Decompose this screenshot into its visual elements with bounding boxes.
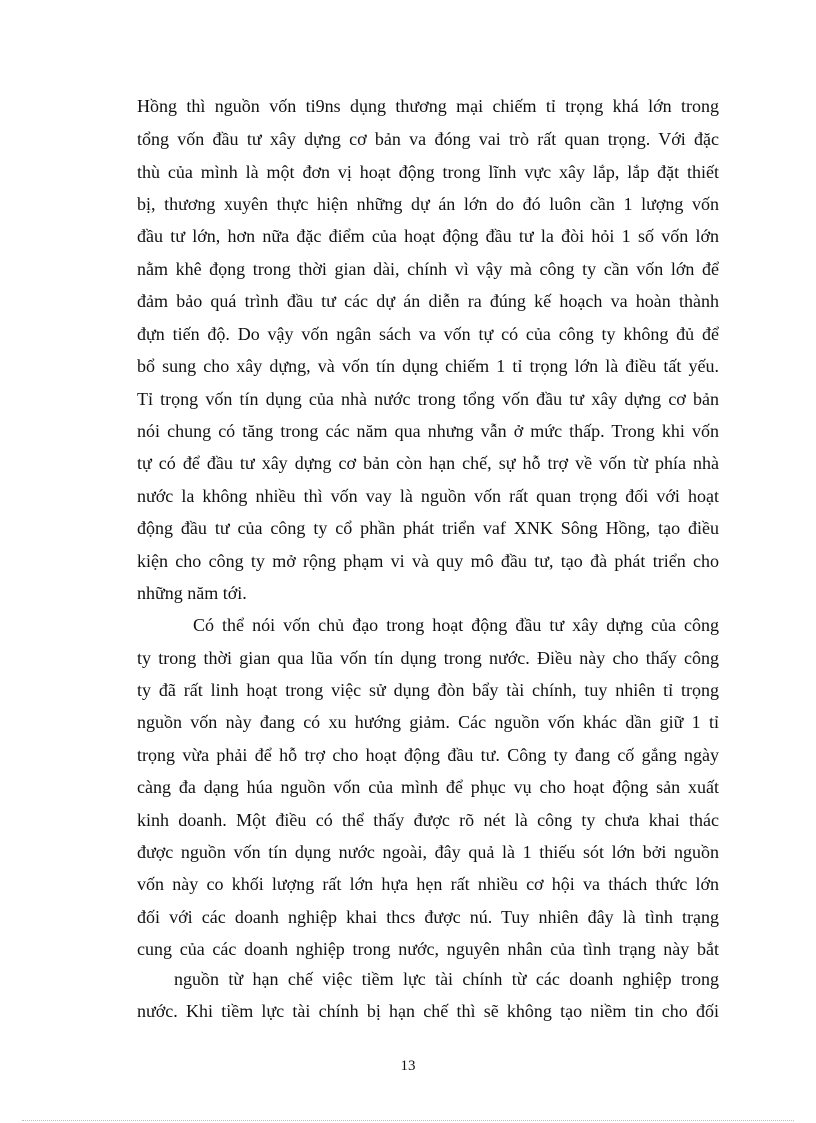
text-line: nước la không nhiều thì vốn vay là nguồn vốn rất quan trọng đối với hoạt — [137, 486, 719, 506]
text-line: càng đa dạng húa nguồn vốn của mình để phục vụ cho hoạt động sản xuất — [137, 777, 719, 797]
text-line: thù của mình là một đơn vị hoạt động trong lĩnh vực xây lắp, lắp đặt thiết — [137, 162, 719, 182]
text-line: Hồng thì nguồn vốn ti9ns dụng thương mại chiếm tỉ trọng khá lớn trong — [137, 96, 719, 116]
text-line: kiện cho công ty mở rộng phạm vi và quy mô đầu tư, tạo đà phát triển cho — [137, 551, 719, 571]
text-line: Tỉ trọng vốn tín dụng của nhà nước trong tổng vốn đầu tư xây dựng cơ bản — [137, 389, 719, 409]
text-line: ty đã rất linh hoạt trong việc sử dụng đòn bẩy tài chính, tuy nhiên tỉ trọng — [137, 680, 719, 700]
text-line: bổ sung cho xây dựng, và vốn tín dụng chiếm 1 tỉ trọng lớn là điều tất yếu. — [137, 356, 719, 376]
text-line: đảm bảo quá trình đầu tư các dự án diễn ra đúng kế hoạch va hoàn thành — [137, 291, 719, 311]
text-line: đối với các doanh nghiệp khai thcs được nú. Tuy nhiên đây là tình trạng — [137, 907, 719, 927]
text-line: những năm tới. — [137, 583, 247, 603]
text-line: nằm khê đọng trong thời gian dài, chính vì vậy mà công ty cần vốn lớn để — [137, 259, 719, 279]
page-number: 13 — [400, 1058, 416, 1074]
paragraph-first-line: Có thể nói vốn chủ đạo trong hoạt động đầu tư xây dựng của công — [193, 615, 719, 635]
page-bottom-divider — [22, 1120, 794, 1121]
text-line: được nguồn vốn tín dụng nước ngoài, đây quả là 1 thiếu sót lớn bởi nguồn — [137, 842, 719, 862]
text-line: nói chung có tăng trong các năm qua nhưng vẫn ở mức thấp. Trong khi vốn — [137, 421, 719, 441]
text-line: nước. Khi tiềm lực tài chính bị hạn chế thì sẽ không tạo niềm tin cho đối — [137, 1001, 719, 1021]
text-line: tự có để đầu tư xây dựng cơ bản còn hạn chế, sự hỗ trợ về vốn từ phía nhà — [137, 453, 719, 473]
text-line: kinh doanh. Một điều có thể thấy được rõ nét là công ty chưa khai thác — [137, 810, 719, 830]
text-line: đầu tư lớn, hơn nữa đặc điểm của hoạt động đầu tư la đòi hỏi 1 số vốn lớn — [137, 226, 719, 246]
text-line: nguồn vốn này đang có xu hướng giảm. Các nguồn vốn khác dần giữ 1 tỉ — [137, 712, 719, 732]
text-line: cung của các doanh nghiệp trong nước, nguyên nhân của tình trạng này bắt — [137, 939, 719, 959]
indented-text-line: nguồn từ hạn chế việc tiềm lực tài chính từ các doanh nghiệp trong — [174, 969, 719, 989]
text-line: trọng vừa phải để hỗ trợ cho hoạt động đầu tư. Công ty đang cố gắng ngày — [137, 745, 719, 765]
text-line: tổng vốn đầu tư xây dựng cơ bản va đóng vai trò rất quan trọng. Với đặc — [137, 129, 719, 149]
text-line: ty trong thời gian qua lũa vốn tín dụng trong nước. Điều này cho thấy công — [137, 648, 719, 668]
text-line: vốn này co khối lượng rất lớn hựa hẹn rất nhiều cơ hội va thách thức lớn — [137, 874, 719, 894]
text-line: bị, thương xuyên thực hiện những dự án lớn do đó luôn cần 1 lượng vốn — [137, 194, 719, 214]
text-line: đựn tiến độ. Do vậy vốn ngân sách va vốn tự có của công ty không đủ để — [137, 324, 719, 344]
text-line: động đầu tư của công ty cổ phần phát triển vaf XNK Sông Hồng, tạo điều — [137, 518, 719, 538]
